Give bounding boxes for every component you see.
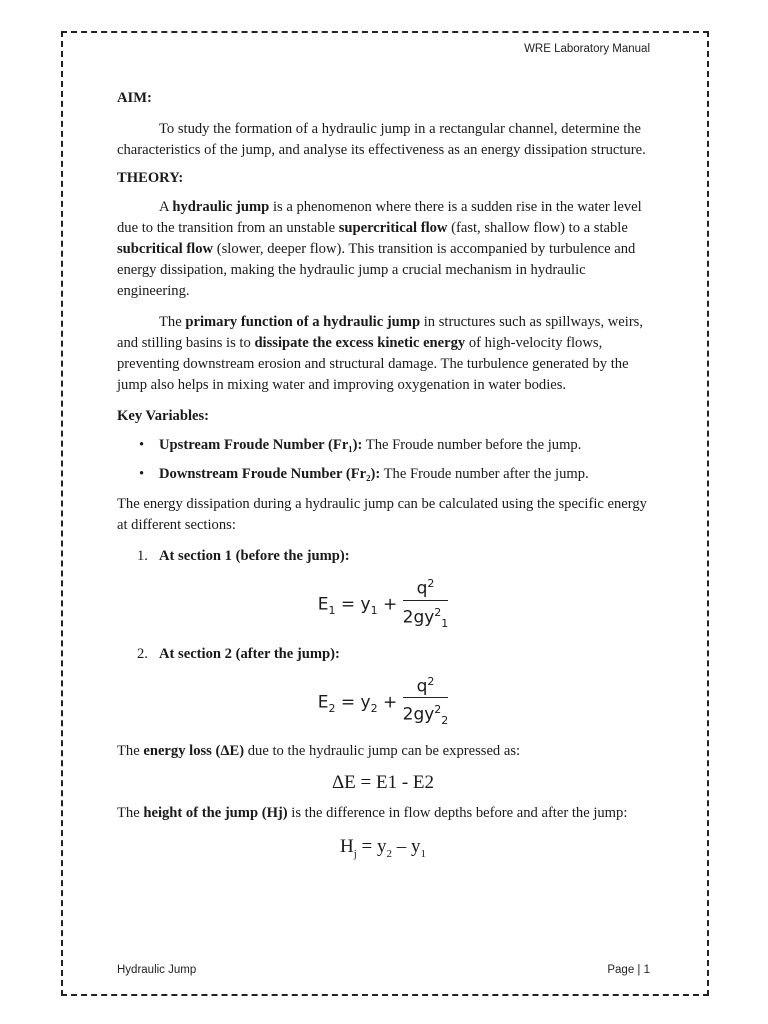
energy-intro: The energy dissipation during a hydraulic jump can be calculated using the specific energy at different sections: <box>117 496 647 533</box>
jump-height-equation: $H_j = y_2 - y_1$ <box>339 836 426 861</box>
list-item: • Upstream Froude Number (Fr₁): The Froude number before the jump. <box>117 435 649 456</box>
equation-e1: $E_1 = y_1$ + $\frac{q^2}{2gy^2_1}$ <box>117 573 649 636</box>
energy-loss-text: The energy loss (ΔE) due to the hydraulic jump can be expressed as: <box>117 743 521 760</box>
aim-heading: AIM: <box>117 90 152 106</box>
theory-heading: THEORY: <box>117 170 184 186</box>
page-content <box>117 86 649 865</box>
section-1-label: 1. At section 1 (before the jump): <box>137 548 350 564</box>
section-2-label: 2. At section 2 (after the jump): <box>137 645 340 662</box>
key-variables-heading: Key Variables: <box>117 408 210 424</box>
key-variables-list <box>117 435 649 485</box>
energy-loss-equation: ΔE = E1 - E2 <box>331 772 435 794</box>
aim-text: To study the formation of a hydraulic jump in a rectangular channel, determine the characteristics of the jump, and analyse its effectiveness as an energy dissipation structure. <box>117 121 646 158</box>
theory-paragraph-1: A hydraulic jump is a phenomenon where there is a sudden rise in the water level due to the transition from an unstable supercritical flow (fast, shallow flow) to a stable subcritical flow (slower, deeper flow). This transition is accompanied by turbulence and energy dissipation, making the hydraulic jump a crucial mechanism in hydraulic engineering. <box>117 199 642 299</box>
footer-title: Hydraulic Jump <box>117 964 197 976</box>
jump-height-text: The height of the jump (Hj) is the difference in flow depths before and after the jump: <box>117 805 628 822</box>
equation-e2: $E_2 = y_2$ + $\frac{q^2}{2gy^2_2}$ <box>117 671 649 734</box>
header-title: WRE Laboratory Manual <box>524 43 650 55</box>
theory-paragraph-2: The primary function of a hydraulic jump in structures such as spillways, weirs, and stilling basins is to dissipate the excess kinetic energy of high-velocity flows, preventing downstream erosion and structural damage. The turbulence generated by the jump also helps in mixing water and improving oxygenation in water bodies. <box>117 314 644 393</box>
page-number: Page | 1 <box>607 964 650 976</box>
list-item: • Downstream Froude Number (Fr₂): The Froude number after the jump. <box>117 464 649 485</box>
